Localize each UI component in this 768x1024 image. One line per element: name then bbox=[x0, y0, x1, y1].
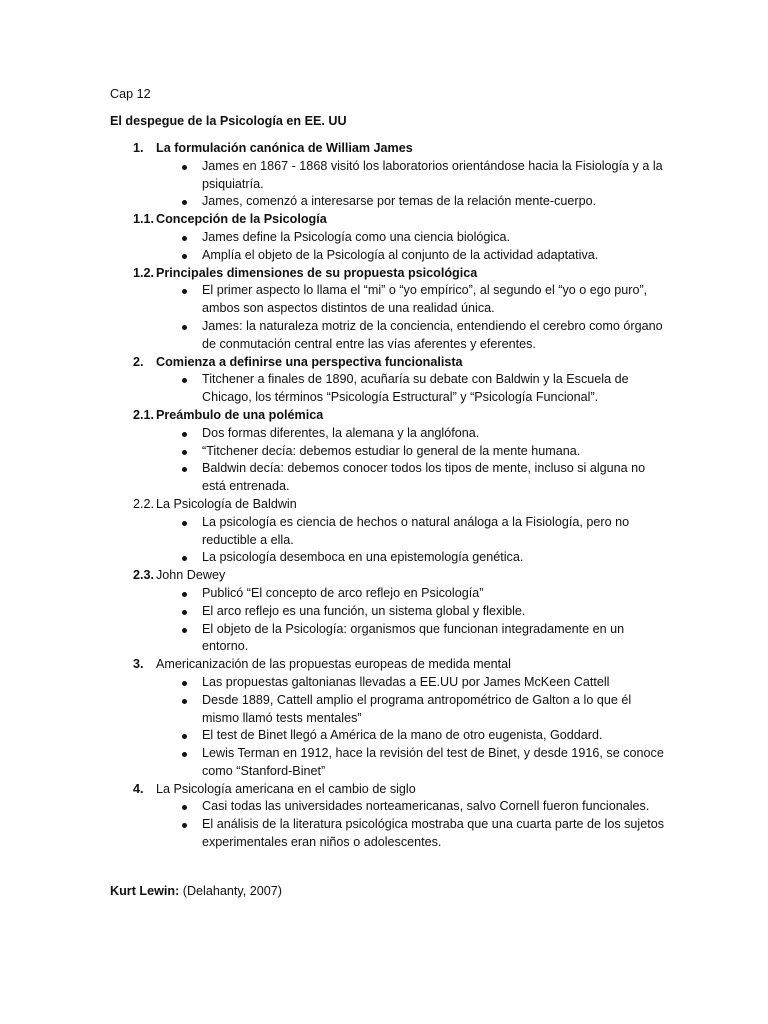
section-number: 1. bbox=[133, 141, 144, 155]
section-heading bbox=[110, 496, 670, 514]
footer-label: Kurt Lewin: bbox=[110, 884, 180, 898]
outline bbox=[110, 140, 670, 852]
section-number: 1.1. bbox=[133, 212, 155, 227]
bullet-list bbox=[110, 674, 670, 781]
bullet-item: James: la naturaleza motriz de la conciencia, entendiendo el cerebro como órgano de conmutación central entre las vías aferentes y eferentes. bbox=[110, 318, 670, 354]
bullet-item: Lewis Terman en 1912, hace la revisión del test de Binet, y desde 1916, se conoce como “Stanford-Binet” bbox=[110, 745, 670, 781]
bullet-list bbox=[110, 229, 670, 265]
section-heading bbox=[110, 140, 670, 158]
bullet-item: El test de Binet llegó a América de la mano de otro eugenista, Goddard. bbox=[110, 727, 670, 745]
section-title: Americanización de las propuestas europeas de medida mental bbox=[156, 657, 511, 672]
section-title: La Psicología americana en el cambio de siglo bbox=[156, 781, 416, 796]
bullet-item: Publicó “El concepto de arco reflejo en Psicología” bbox=[110, 585, 670, 603]
section-number: 1.2. bbox=[133, 265, 155, 280]
chapter-label: Cap 12 bbox=[110, 87, 151, 101]
footer-reference bbox=[110, 883, 282, 901]
section-heading bbox=[110, 781, 670, 799]
section-heading bbox=[110, 211, 670, 229]
bullet-list bbox=[110, 514, 670, 567]
section-title: Comienza a definirse una perspectiva funcionalista bbox=[156, 354, 463, 369]
section-heading bbox=[110, 265, 670, 283]
section-number: 2.1. bbox=[133, 407, 155, 422]
bullet-item: James define la Psicología como una ciencia biológica. bbox=[110, 229, 670, 247]
bullet-item: Desde 1889, Cattell amplio el programa antropométrico de Galton a lo que él mismo llamó tests mentales” bbox=[110, 692, 670, 728]
bullet-list bbox=[110, 585, 670, 656]
bullet-item: La psicología es ciencia de hechos o natural análoga a la Fisiología, pero no reductible a ella. bbox=[110, 514, 670, 550]
bullet-item: Titchener a finales de 1890, acuñaría su debate con Baldwin y la Escuela de Chicago, los términos “Psicología Estructural” y “Psicología Funcional”. bbox=[110, 371, 670, 407]
section-number: 3. bbox=[133, 657, 144, 672]
section-heading bbox=[110, 567, 670, 585]
bullet-list bbox=[110, 282, 670, 353]
section-heading bbox=[110, 354, 670, 372]
document-title: El despegue de la Psicología en EE. UU bbox=[110, 114, 347, 128]
section-title: Concepción de la Psicología bbox=[156, 212, 327, 227]
section-title: Preámbulo de una polémica bbox=[156, 407, 324, 422]
section-number: 2.2. bbox=[133, 496, 155, 511]
bullet-item: Amplía el objeto de la Psicología al conjunto de la actividad adaptativa. bbox=[110, 247, 670, 265]
bullet-item: El análisis de la literatura psicológica mostraba que una cuarta parte de los sujetos experimentales eran niños o adolescentes. bbox=[110, 816, 670, 852]
section-title: John Dewey bbox=[156, 568, 226, 583]
bullet-item: El arco reflejo es una función, un sistema global y flexible. bbox=[110, 603, 670, 621]
section-title: La Psicología de Baldwin bbox=[156, 496, 297, 511]
bullet-item: James, comenzó a interesarse por temas de la relación mente-cuerpo. bbox=[110, 193, 670, 211]
section-number: 2. bbox=[133, 354, 144, 369]
bullet-item: La psicología desemboca en una epistemología genética. bbox=[110, 549, 670, 567]
section-heading bbox=[110, 656, 670, 674]
bullet-list bbox=[110, 158, 670, 211]
bullet-list bbox=[110, 798, 670, 851]
bullet-list bbox=[110, 425, 670, 496]
bullet-list bbox=[110, 371, 670, 407]
section-title: Principales dimensiones de su propuesta psicológica bbox=[156, 265, 478, 280]
bullet-item: El objeto de la Psicología: organismos que funcionan integradamente en un entorno. bbox=[110, 621, 670, 657]
bullet-item: Baldwin decía: debemos conocer todos los tipos de mente, incluso si alguna no está entrenada. bbox=[110, 460, 670, 496]
bullet-item: El primer aspecto lo llama el “mi” o “yo empírico”, al segundo el “yo o ego puro”, ambos son aspectos distintos de una realidad única. bbox=[110, 282, 670, 318]
section-heading bbox=[110, 407, 670, 425]
bullet-item: James en 1867 - 1868 visitó los laboratorios orientándose hacia la Fisiología y a la psiquiatría. bbox=[110, 158, 670, 194]
section-number: 2.3. bbox=[133, 568, 155, 583]
footer-text: (Delahanty, 2007) bbox=[179, 884, 282, 898]
section-number: 4. bbox=[133, 781, 144, 796]
section-title: La formulación canónica de William James bbox=[156, 141, 413, 155]
bullet-item: Dos formas diferentes, la alemana y la anglófona. bbox=[110, 425, 670, 443]
bullet-item: Las propuestas galtonianas llevadas a EE.UU por James McKeen Cattell bbox=[110, 674, 670, 692]
bullet-item: Casi todas las universidades norteamericanas, salvo Cornell fueron funcionales. bbox=[110, 798, 670, 816]
bullet-item: “Titchener decía: debemos estudiar lo general de la mente humana. bbox=[110, 443, 670, 461]
